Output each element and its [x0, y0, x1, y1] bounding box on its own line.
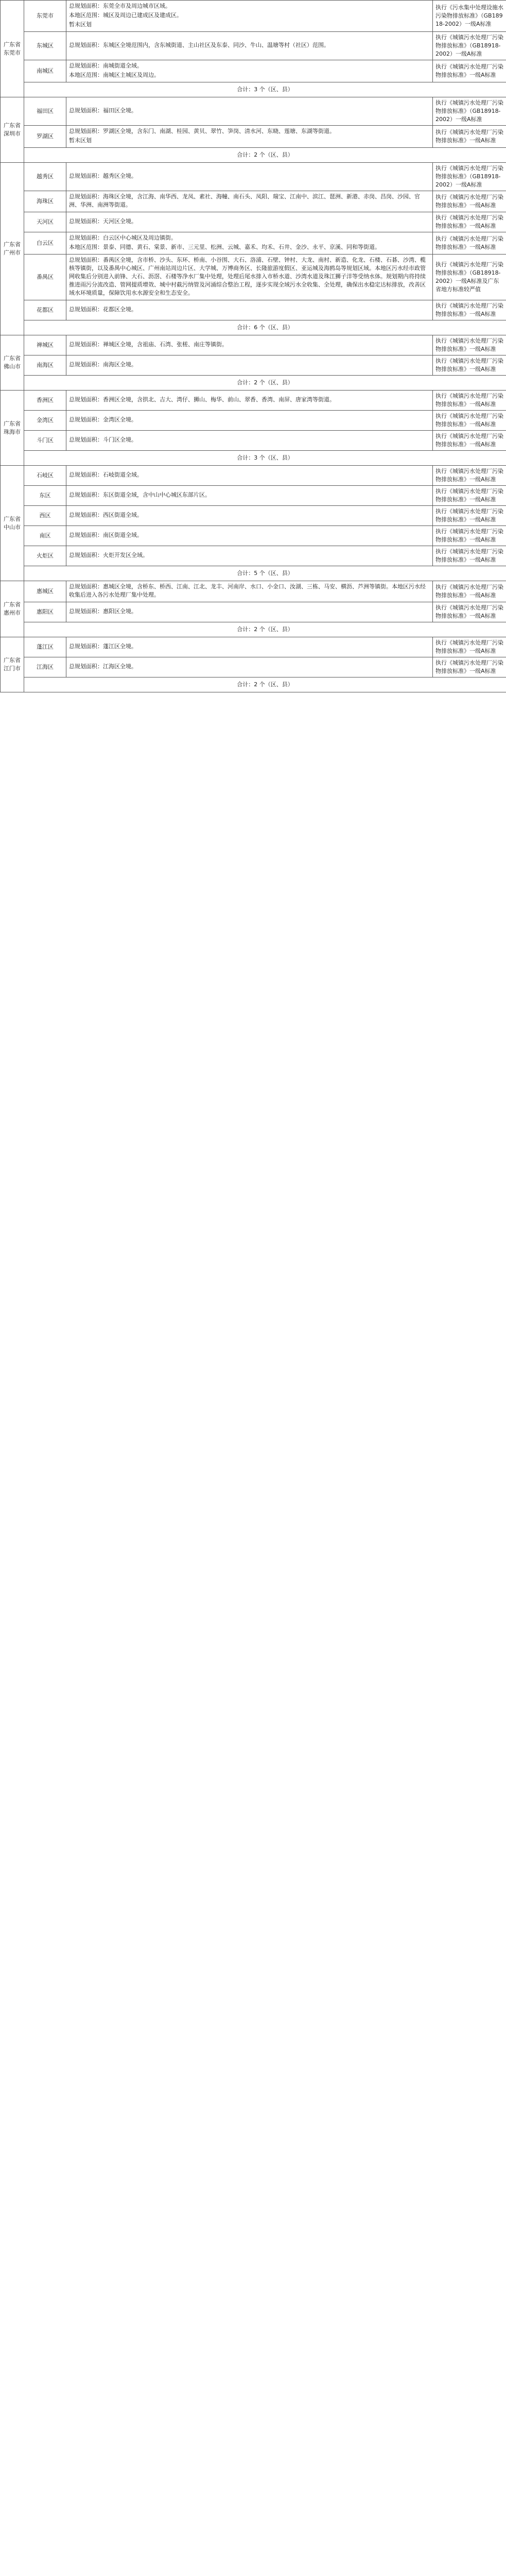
province-cell: 广东省珠海市	[1, 391, 24, 466]
standard-note-cell: 执行《城镇污水处理厂污染物排放标准》一级A标准	[433, 486, 506, 506]
summary-row	[1, 622, 506, 637]
table-row	[1, 466, 506, 486]
content-cell	[66, 191, 433, 212]
table-row	[1, 602, 506, 622]
standard-note-cell: 执行《城镇污水处理厂污染物排放标准》一级A标准	[433, 212, 506, 232]
city-cell: 南城区	[24, 60, 66, 82]
summary-cell: 合计：2 个（区、县）	[24, 376, 506, 391]
city-cell: 东区	[24, 486, 66, 506]
content-line: 总规划面积：惠阳区全境。	[69, 608, 137, 615]
content-cell	[66, 335, 433, 355]
standard-note-cell: 执行《城镇污水处理厂污染物排放标准》一级A标准	[433, 546, 506, 566]
city-cell: 福田区	[24, 97, 66, 126]
city-cell: 禅城区	[24, 335, 66, 355]
standard-note-cell: 执行《城镇污水处理厂污染物排放标准》一级A标准	[433, 60, 506, 82]
city-cell: 金湾区	[24, 411, 66, 431]
province-cell: 广东省佛山市	[1, 335, 24, 391]
province-cell: 广东省惠州市	[1, 581, 24, 637]
content-line: 总规划面积：番禺区全境，含市桥、沙头、东环、桥南、小谷围、大石、洛浦、石壁、钟村、大龙、南村、新造、化龙、石楼、石碁、沙湾、榄核等镇街，以及番禺中心城区、广州南站周边片区、大学城、万博商务区、长隆旅游度假区、亚运城及海鸥岛等规划区域。本地区污水经市政管网收集后分别进入前锋、大石、沥滘、石楼等净水厂集中处理，处理后尾水排入市桥水道、沙湾水道及珠江狮子洋等受纳水体。规划期内将持续推进雨污分流改造、管网提质增效、城中村截污纳管及河涌综合整治工程，逐步实现全域污水全收集、全处理，确保出水稳定达标排放，改善区域水环境质量，保障饮用水水源安全和生态安全。	[69, 257, 426, 296]
standard-note-cell: 执行《城镇污水处理厂污染物排放标准》一级A标准	[433, 391, 506, 411]
content-line: 总规划面积：白云区中心城区及周边镇街。	[69, 234, 177, 241]
summary-cell: 合计：6 个（区、县）	[24, 320, 506, 335]
city-cell: 南区	[24, 526, 66, 546]
content-line: 总规划面积：南城街道全域。	[69, 62, 143, 69]
table-row	[1, 506, 506, 526]
standard-note-cell: 执行《城镇污水处理厂污染物排放标准》一级A标准	[433, 431, 506, 451]
city-cell: 斗门区	[24, 431, 66, 451]
summary-cell: 合计：3 个（区、县）	[24, 451, 506, 466]
content-line: 总规划面积：禅城区全境，含祖庙、石湾、张槎、南庄等镇街。	[69, 341, 228, 348]
city-cell: 东莞市	[24, 1, 66, 32]
content-line: 总规划面积：石岐街道全域。	[69, 471, 143, 478]
content-line: 总规划面积：天河区全境。	[69, 218, 137, 225]
table-row	[1, 1, 506, 32]
city-cell: 南海区	[24, 355, 66, 376]
content-cell	[66, 581, 433, 602]
standard-note-cell: 执行《城镇污水处理厂污染物排放标准》一级A标准	[433, 637, 506, 657]
standard-note-cell: 执行《城镇污水处理厂污染物排放标准》一级A标准	[433, 411, 506, 431]
document-page	[0, 0, 506, 692]
city-cell: 罗湖区	[24, 126, 66, 148]
content-line: 总规划面积：火炬开发区全域。	[69, 552, 148, 558]
standard-note-cell: 执行《城镇污水处理厂污染物排放标准》（GB18918-2002）一级A标准	[433, 97, 506, 126]
content-cell	[66, 255, 433, 300]
table-row	[1, 637, 506, 657]
city-cell: 香洲区	[24, 391, 66, 411]
summary-cell: 合计：3 个（区、县）	[24, 82, 506, 97]
content-cell	[66, 32, 433, 60]
content-line: 总规划面积：南区街道全域。	[69, 532, 143, 538]
standard-note-cell: 执行《城镇污水处理厂污染物排放标准》（GB18918-2002）一级A标准	[433, 32, 506, 60]
city-cell: 江海区	[24, 657, 66, 677]
table-row	[1, 657, 506, 677]
content-cell	[66, 431, 433, 451]
standard-note-cell: 执行《城镇污水处理厂污染物排放标准》（GB18918-2002）一级A标准及广东省地方标准较严值	[433, 255, 506, 300]
content-line: 总规划面积：南海区全境。	[69, 361, 137, 368]
content-line: 总规划面积：东城区全境范围内，含东城街道、主山社区及东泰、同沙、牛山、温塘等村（社区）范围。	[69, 42, 329, 48]
summary-cell: 合计：2 个（区、县）	[24, 622, 506, 637]
table-row	[1, 335, 506, 355]
table-row	[1, 32, 506, 60]
province-cell: 广东省江门市	[1, 637, 24, 692]
standard-note-cell: 执行《城镇污水处理厂污染物排放标准》一级A标准	[433, 657, 506, 677]
table-row	[1, 355, 506, 376]
content-line: 总规划面积：福田区全境。	[69, 107, 137, 114]
content-cell	[66, 637, 433, 657]
standard-note-cell: 执行《城镇污水处理厂污染物排放标准》一级A标准	[433, 602, 506, 622]
content-line: 总规划面积：香洲区全境，含拱北、吉大、湾仔、狮山、梅华、前山、翠香、香湾、南屏、唐家湾等街道。	[69, 396, 335, 403]
content-line: 总规划面积：蓬江区全境。	[69, 643, 137, 650]
content-line: 本地区范围：城区及周边已建成区及建成区。	[69, 12, 182, 19]
city-cell: 石岐区	[24, 466, 66, 486]
table-row	[1, 581, 506, 602]
summary-row	[1, 451, 506, 466]
plan-table	[0, 0, 506, 692]
summary-cell: 合计：2 个（区、县）	[24, 148, 506, 163]
city-cell: 越秀区	[24, 163, 66, 191]
standard-note-cell: 执行《城镇污水处理厂污染物排放标准》一级A标准	[433, 506, 506, 526]
content-cell	[66, 602, 433, 622]
standard-note-cell: 执行《城镇污水处理厂污染物排放标准》一级A标准	[433, 126, 506, 148]
city-cell: 东城区	[24, 32, 66, 60]
city-cell: 火炬区	[24, 546, 66, 566]
summary-row	[1, 677, 506, 692]
table-row	[1, 163, 506, 191]
standard-note-cell: 执行《城镇污水处理厂污染物排放标准》一级A标准	[433, 526, 506, 546]
content-cell	[66, 411, 433, 431]
city-cell: 白云区	[24, 232, 66, 255]
content-cell	[66, 486, 433, 506]
content-cell	[66, 97, 433, 126]
content-line: 总规划面积：东莞全市及周边城市区域。	[69, 3, 171, 9]
table-row	[1, 191, 506, 212]
standard-note-cell: 执行《污水集中处理设施水污染物排放标准》（GB18918-2002）一级A标准	[433, 1, 506, 32]
city-cell: 花都区	[24, 300, 66, 320]
content-line: 总规划面积：花都区全境。	[69, 306, 137, 313]
standard-note-cell: 执行《城镇污水处理厂污染物排放标准》一级A标准	[433, 335, 506, 355]
content-cell	[66, 60, 433, 82]
content-cell	[66, 300, 433, 320]
table-row	[1, 300, 506, 320]
content-line: 总规划面积：惠城区全境，含桥东、桥西、江南、江北、龙丰、河南岸、水口、小金口、汝湖、三栋、马安、横沥、芦洲等镇街。本地区污水经收集后进入各污水处理厂集中处理。	[69, 583, 426, 598]
content-cell	[66, 212, 433, 232]
content-cell	[66, 1, 433, 32]
content-line: 总规划面积：西区街道全域。	[69, 512, 143, 518]
standard-note-cell: 执行《城镇污水处理厂污染物排放标准》一级A标准	[433, 355, 506, 376]
content-cell	[66, 232, 433, 255]
content-line: 总规划面积：金湾区全境。	[69, 416, 137, 423]
table-row	[1, 526, 506, 546]
content-cell	[66, 466, 433, 486]
content-cell	[66, 163, 433, 191]
content-line: 总规划面积：越秀区全境。	[69, 173, 137, 179]
province-cell: 广东省广州市	[1, 163, 24, 335]
plan-table-body	[1, 1, 506, 692]
table-row	[1, 546, 506, 566]
city-cell: 天河区	[24, 212, 66, 232]
table-row	[1, 486, 506, 506]
city-cell: 惠阳区	[24, 602, 66, 622]
standard-note-cell: 执行《城镇污水处理厂污染物排放标准》一级A标准	[433, 191, 506, 212]
table-row	[1, 60, 506, 82]
summary-row	[1, 566, 506, 581]
table-row	[1, 391, 506, 411]
summary-row	[1, 320, 506, 335]
table-row	[1, 411, 506, 431]
content-cell	[66, 126, 433, 148]
content-line: 总规划面积：海珠区全境，含江海、南华西、龙凤、素社、海幢、南石头、凤阳、瑞宝、江南中、滨江、琶洲、新港、赤岗、昌岗、沙园、官洲、华洲、南洲等街道。	[69, 193, 420, 208]
city-cell: 西区	[24, 506, 66, 526]
summary-row	[1, 148, 506, 163]
content-line: 总规划面积：江海区全境。	[69, 663, 137, 670]
standard-note-cell: 执行《城镇污水处理厂污染物排放标准》一级A标准	[433, 300, 506, 320]
summary-cell: 合计：5 个（区、县）	[24, 566, 506, 581]
summary-cell: 合计：2 个（区、县）	[24, 677, 506, 692]
table-row	[1, 212, 506, 232]
province-cell: 广东省深圳市	[1, 97, 24, 163]
content-line: 总规划面积：东区街道全域，含中山中心城区东部片区。	[69, 492, 211, 498]
table-row	[1, 255, 506, 300]
table-row	[1, 232, 506, 255]
standard-note-cell: 执行《城镇污水处理厂污染物排放标准》一级A标准	[433, 581, 506, 602]
content-line: 总规划面积：罗湖区全境，含东门、南湖、桂园、黄贝、翠竹、笋岗、清水河、东晓、莲塘、东湖等街道。	[69, 128, 335, 134]
content-line: 暂未区划	[69, 137, 92, 144]
table-row	[1, 431, 506, 451]
city-cell: 番禺区	[24, 255, 66, 300]
province-cell: 广东省中山市	[1, 466, 24, 581]
table-row	[1, 126, 506, 148]
standard-note-cell: 执行《城镇污水处理厂污染物排放标准》一级A标准	[433, 466, 506, 486]
content-cell	[66, 391, 433, 411]
content-cell	[66, 526, 433, 546]
summary-row	[1, 82, 506, 97]
content-line: 暂未区划	[69, 21, 92, 28]
city-cell: 海珠区	[24, 191, 66, 212]
content-cell	[66, 657, 433, 677]
content-cell	[66, 546, 433, 566]
city-cell: 蓬江区	[24, 637, 66, 657]
content-line: 本地区范围：南城区主城区及周边。	[69, 72, 160, 78]
content-cell	[66, 506, 433, 526]
standard-note-cell: 执行《城镇污水处理厂污染物排放标准》一级A标准	[433, 232, 506, 255]
content-line: 本地区范围：景泰、同德、黄石、棠景、新市、三元里、松洲、云城、嘉禾、均禾、石井、金沙、永平、京溪、同和等街道。	[69, 244, 380, 250]
province-cell: 广东省东莞市	[1, 1, 24, 97]
summary-row	[1, 376, 506, 391]
content-line: 总规划面积：斗门区全境。	[69, 436, 137, 443]
content-cell	[66, 355, 433, 376]
standard-note-cell: 执行《城镇污水处理厂污染物排放标准》（GB18918-2002）一级A标准	[433, 163, 506, 191]
city-cell: 惠城区	[24, 581, 66, 602]
table-row	[1, 97, 506, 126]
